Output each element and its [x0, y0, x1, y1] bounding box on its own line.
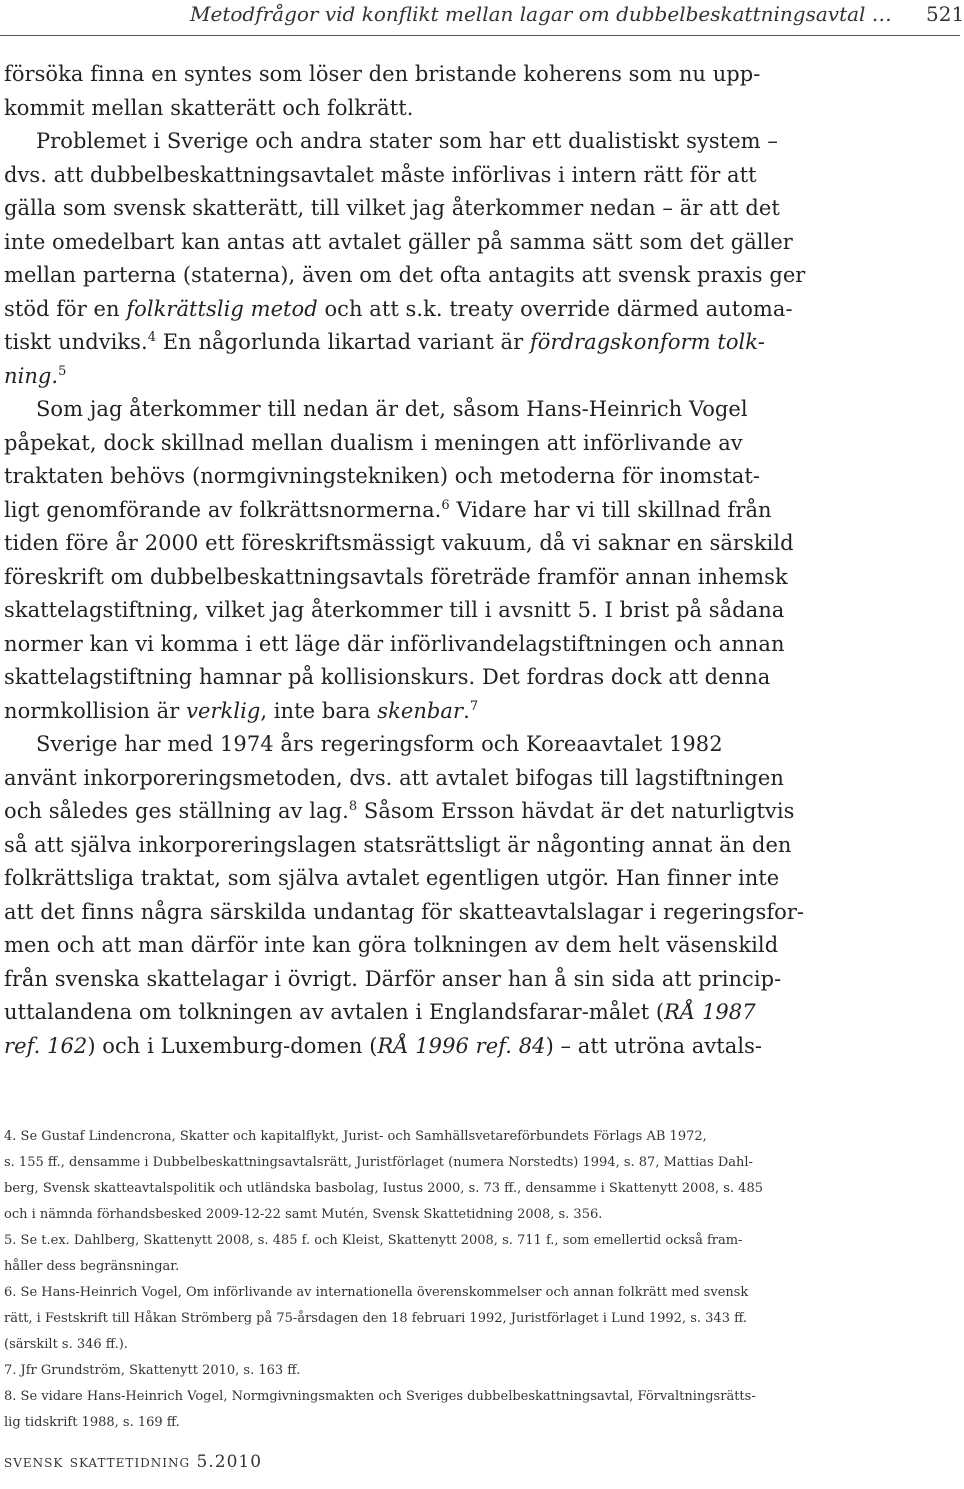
body-line: normer kan vi komma i ett läge där införlivandelagstiftningen och annan — [4, 631, 785, 656]
body-line: normkollision är verklig, inte bara skenbar.$^7$ — [4, 698, 479, 723]
body-line: ref. 162) och i Luxemburg-domen (RÅ 1996 ref. 84) – att utröna avtals- — [4, 1033, 763, 1058]
footnote-line: (särskilt s. 346 ff.). — [4, 1337, 128, 1352]
footnote-ref: 8 — [348, 799, 358, 814]
body-line: stöd för en folkrättslig metod och att s.k. treaty override därmed automa- — [4, 296, 793, 321]
page-number: 521 — [926, 2, 964, 26]
body-line: att det finns några särskilda undantag för skatteavtalslagar i regeringsfor- — [4, 899, 805, 924]
body-line: men och att man därför inte kan göra tolkningen av dem helt väsenskild — [4, 933, 779, 957]
footnote-line: berg, Svensk skatteavtalspolitik och utländska basbolag, Iustus 2000, s. 73 ff., densamme i Skattenytt 2008, s. 485 — [4, 1181, 763, 1196]
footnote-line: och i nämnda förhandsbesked 2009-12-22 samt Mutén, Svensk Skattetidning 2008, s. 356. — [4, 1207, 603, 1222]
footnote-ref: 7 — [469, 698, 479, 714]
case-citation: RÅ 1987 — [664, 1000, 756, 1024]
emphasis: skenbar — [377, 698, 464, 723]
footnote-line: håller dess begränsningar. — [4, 1259, 180, 1274]
footnote-line: 7. Jfr Grundström, Skattenytt 2010, s. 163 ff. — [4, 1363, 301, 1378]
body-line: ligt genomförande av folkrättsnormerna.$^6$ Vidare har vi till skillnad från — [4, 497, 772, 522]
footnote-ref: 6 — [441, 497, 450, 513]
body-line: och således ges ställning av lag.$^8$ Såsom Ersson hävdat är det naturligtvis — [4, 799, 795, 823]
case-citation: RÅ 1996 ref. 84 — [377, 1033, 546, 1058]
header-rule — [0, 35, 960, 36]
footnote-line: 5. Se t.ex. Dahlberg, Skattenytt 2008, s. 485 f. och Kleist, Skattenytt 2008, s. 711 f., som emellertid också fram- — [4, 1233, 743, 1248]
footnote-ref: 5 — [58, 363, 67, 379]
running-head: Metodfrågor vid konflikt mellan lagar om dubbelbeskattningsavtal … — [190, 2, 892, 26]
footnote-line: lig tidskrift 1988, s. 169 ff. — [4, 1415, 180, 1430]
body-line: uttalandena om tolkningen av avtalen i Englandsfarar-målet (RÅ 1987 — [4, 1000, 756, 1024]
footnotes — [4, 1124, 784, 1436]
body-line: försöka finna en syntes som löser den bristande koherens som nu upp- — [4, 62, 761, 86]
footnote-line: 8. Se vidare Hans-Heinrich Vogel, Normgivningsmakten och Sveriges dubbelbeskattningsavtal, Förvaltningsrätts- — [4, 1389, 756, 1404]
body-line — [4, 360, 774, 394]
footnote-line: s. 155 ff., densamme i Dubbelbeskattningsavtalsrätt, Juristförlaget (numera Norstedts) 1994, s. 87, Mattias Dahl- — [4, 1155, 753, 1170]
emphasis: folkrättslig metod — [126, 296, 318, 321]
body-line: tiden före år 2000 ett föreskriftsmässigt vakuum, då vi saknar en särskild — [4, 531, 794, 555]
case-citation: ref. 162 — [4, 1033, 88, 1058]
paragraph-start: Sverige har med 1974 års regeringsform och Koreaavtalet 1982 — [36, 732, 723, 756]
emphasis: verklig — [186, 698, 261, 723]
body-line: inte omedelbart kan antas att avtalet gäller på samma sätt som det gäller — [4, 229, 793, 254]
footnote-ref: 4 — [147, 330, 157, 345]
body-line: från svenska skattelagar i övrigt. Därför anser han å sin sida att princip- — [4, 966, 782, 991]
paragraph-start: Problemet i Sverige och andra stater som har ett dualistiskt system – — [36, 129, 778, 153]
body-text — [4, 58, 806, 1063]
body-line: tiskt undviks.$^4$ En någorlunda likartad variant är fördragskonform tolk- — [4, 330, 765, 354]
paragraph-start: Som jag återkommer till nedan är det, såsom Hans-Heinrich Vogel — [36, 397, 748, 421]
body-line: påpekat, dock skillnad mellan dualism i meningen att införlivande av — [4, 430, 743, 455]
body-line: använt inkorporeringsmetoden, dvs. att avtalet bifogas till lagstiftningen — [4, 765, 784, 790]
journal-footer: svensk skattetidning 5.2010 — [4, 1452, 263, 1472]
body-line: folkrättsliga traktat, som själva avtalet egentligen utgör. Han finner inte — [4, 866, 780, 890]
body-line: gälla som svensk skatterätt, till vilket jag återkommer nedan – är att det — [4, 196, 780, 220]
body-line: kommit mellan skatterätt och folkrätt. — [4, 95, 414, 120]
body-line: skattelagstiftning, vilket jag återkommer till i avsnitt 5. I brist på sådana — [4, 598, 785, 622]
page-header — [0, 0, 964, 40]
body-line: traktaten behövs (normgivningstekniken) och metoderna för inomstat- — [4, 464, 761, 488]
body-line: så att själva inkorporeringslagen statsrättsligt är någonting annat än den — [4, 832, 792, 857]
body-line: föreskrift om dubbelbeskattningsavtals företräde framför annan inhemsk — [4, 564, 788, 589]
footnote-line: 6. Se Hans-Heinrich Vogel, Om införlivande av internationella överenskommelser och annan folkrätt med svensk — [4, 1285, 749, 1300]
emphasis: fördragskonform tolk- — [529, 330, 765, 354]
footnote-line: rätt, i Festskrift till Håkan Strömberg på 75-årsdagen den 18 februari 1992, Juristförlaget i Lund 1992, s. 343 ff. — [4, 1311, 748, 1326]
body-line: dvs. att dubbelbeskattningsavtalet måste införlivas i intern rätt för att — [4, 162, 757, 187]
footnote-line: 4. Se Gustaf Lindencrona, Skatter och kapitalflykt, Jurist- och Samhällsvetareförbundets Förlags AB 1972, — [4, 1129, 707, 1144]
body-line: skattelagstiftning hamnar på kollisionskurs. Det fordras dock att denna — [4, 665, 771, 689]
emphasis: ning. — [4, 363, 59, 388]
body-line: mellan parterna (staterna), även om det ofta antagits att svensk praxis ger — [4, 263, 806, 287]
